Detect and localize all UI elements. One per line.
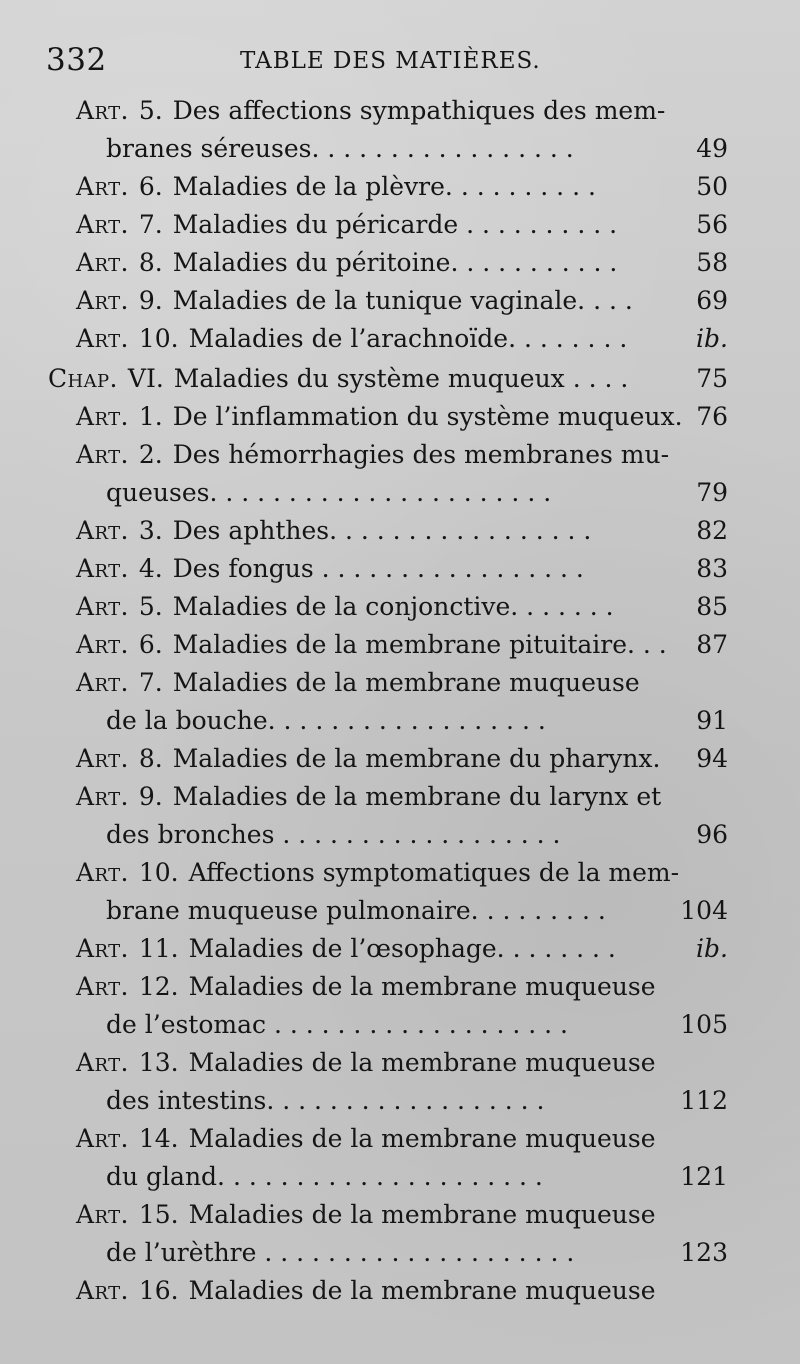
toc-line xyxy=(76,664,720,702)
entry-number: 7. xyxy=(138,210,163,239)
entry-label: Art. xyxy=(76,1048,129,1077)
toc-line xyxy=(76,854,720,892)
entry-text: Maladies de la membrane muqueuse xyxy=(172,668,640,697)
toc-line xyxy=(76,168,720,206)
entry-page-number: 96 xyxy=(696,820,728,849)
toc-line xyxy=(76,550,720,588)
entry-text: Maladies de l’arachnoïde. . . . . . . . xyxy=(188,324,628,353)
entry-text: Des aphthes. . . . . . . . . . . . . . . . . xyxy=(172,516,592,545)
toc-line xyxy=(76,1272,720,1310)
entry-number: 8. xyxy=(138,248,163,277)
entry-number: 1. xyxy=(138,402,163,431)
toc-line xyxy=(76,968,720,1006)
toc-line xyxy=(48,360,720,398)
toc-line xyxy=(106,1082,720,1120)
entry-number: 8. xyxy=(138,744,163,773)
entry-page-number: 69 xyxy=(696,286,728,315)
entry-label: Art. xyxy=(76,858,129,887)
toc-line xyxy=(76,740,720,778)
entry-page-number: 75 xyxy=(696,364,728,393)
entry-text: Maladies de la membrane muqueuse xyxy=(188,1124,656,1153)
entry-text: de l’urèthre . . . . . . . . . . . . . . . . . . . . xyxy=(106,1238,575,1267)
entry-text: Affections symptomatiques de la mem- xyxy=(188,858,680,887)
toc-line xyxy=(106,702,720,740)
entry-page-number: 104 xyxy=(680,896,728,925)
entry-text: Maladies de la membrane pituitaire. . . xyxy=(172,630,667,659)
entry-text: Maladies de la tunique vaginale. . . . xyxy=(172,286,633,315)
entry-text: Maladies de la plèvre. . . . . . . . . . xyxy=(172,172,596,201)
entry-page-number: 49 xyxy=(696,134,728,163)
entry-text: Des hémorrhagies des membranes mu- xyxy=(172,440,670,469)
entry-page-number: 79 xyxy=(696,478,728,507)
entry-text: Maladies de la membrane muqueuse xyxy=(188,1276,656,1305)
toc-line xyxy=(76,398,720,436)
page-header xyxy=(0,34,800,84)
toc-line xyxy=(76,244,720,282)
entry-label: Art. xyxy=(76,1276,129,1305)
page-number: 332 xyxy=(46,42,107,78)
toc-line xyxy=(106,892,720,930)
entry-text: Maladies de la membrane du pharynx. xyxy=(172,744,661,773)
entry-label: Art. xyxy=(76,440,129,469)
entry-number: 2. xyxy=(138,440,163,469)
entry-label: Art. xyxy=(76,668,129,697)
entry-page-number: 83 xyxy=(696,554,728,583)
toc-line xyxy=(106,1158,720,1196)
toc-line xyxy=(76,626,720,664)
toc-line xyxy=(76,930,720,968)
entry-number: 7. xyxy=(138,668,163,697)
entry-page-number: 50 xyxy=(696,172,728,201)
toc-line xyxy=(76,436,720,474)
entry-label: Art. xyxy=(76,516,129,545)
entry-page-number: 58 xyxy=(696,248,728,277)
entry-text: Maladies de la conjonctive. . . . . . . xyxy=(172,592,614,621)
entry-number: 5. xyxy=(138,592,163,621)
toc-line xyxy=(106,474,720,512)
entry-label: Art. xyxy=(76,744,129,773)
entry-text: Maladies du péritoine. . . . . . . . . . . xyxy=(172,248,618,277)
entry-number: VI. xyxy=(127,364,164,393)
entry-page-number: ib. xyxy=(696,324,728,353)
entry-number: 14. xyxy=(138,1124,179,1153)
entry-text: des intestins. . . . . . . . . . . . . . . . . . xyxy=(106,1086,545,1115)
entry-text: Des affections sympathiques des mem- xyxy=(172,96,666,125)
entry-text: Maladies du péricarde . . . . . . . . . . xyxy=(172,210,618,239)
toc-line xyxy=(76,206,720,244)
toc-line xyxy=(76,320,720,358)
entry-label: Art. xyxy=(76,972,129,1001)
entry-label: Art. xyxy=(76,286,129,315)
entry-text: queuses. . . . . . . . . . . . . . . . . . . . . . xyxy=(106,478,552,507)
entry-label: Art. xyxy=(76,248,129,277)
entry-page-number: 105 xyxy=(680,1010,728,1039)
entry-text: brane muqueuse pulmonaire. . . . . . . . . xyxy=(106,896,606,925)
entry-label: Art. xyxy=(76,96,129,125)
entry-text: Maladies de la membrane muqueuse xyxy=(188,972,656,1001)
toc-line xyxy=(106,130,720,168)
entry-page-number: 91 xyxy=(696,706,728,735)
entry-text: Maladies de la membrane du larynx et xyxy=(172,782,662,811)
entry-label: Art. xyxy=(76,324,129,353)
entry-page-number: 121 xyxy=(680,1162,728,1191)
entry-number: 12. xyxy=(138,972,179,1001)
entry-number: 16. xyxy=(138,1276,179,1305)
entry-text: de l’estomac . . . . . . . . . . . . . . . . . . . xyxy=(106,1010,568,1039)
toc-line xyxy=(76,282,720,320)
entry-number: 10. xyxy=(138,858,179,887)
toc-line xyxy=(76,1196,720,1234)
entry-label: Art. xyxy=(76,1124,129,1153)
entry-text: de la bouche. . . . . . . . . . . . . . . . . . xyxy=(106,706,546,735)
entry-page-number: 123 xyxy=(680,1238,728,1267)
entry-label: Art. xyxy=(76,210,129,239)
entry-text: branes séreuses. . . . . . . . . . . . . . . . . xyxy=(106,134,574,163)
entry-text: De l’inflammation du système muqueux. xyxy=(172,402,683,431)
entry-number: 5. xyxy=(138,96,163,125)
toc-line xyxy=(106,816,720,854)
toc-line xyxy=(76,92,720,130)
entry-label: Art. xyxy=(76,402,129,431)
entry-label: Art. xyxy=(76,630,129,659)
entry-number: 6. xyxy=(138,172,163,201)
entry-page-number: 112 xyxy=(680,1086,728,1115)
toc-line xyxy=(76,512,720,550)
entry-label: Chap. xyxy=(48,364,118,393)
entry-page-number: 94 xyxy=(696,744,728,773)
entry-page-number: 82 xyxy=(696,516,728,545)
toc-line xyxy=(76,588,720,626)
toc-line xyxy=(106,1006,720,1044)
entry-number: 9. xyxy=(138,286,163,315)
toc-line xyxy=(76,1044,720,1082)
entry-text: Des fongus . . . . . . . . . . . . . . . . . xyxy=(172,554,584,583)
entry-label: Art. xyxy=(76,554,129,583)
entry-text: Maladies du système muqueux . . . . xyxy=(173,364,629,393)
entry-page-number: 87 xyxy=(696,630,728,659)
toc-line xyxy=(76,1120,720,1158)
entry-text: Maladies de la membrane muqueuse xyxy=(188,1200,656,1229)
entry-text: Maladies de la membrane muqueuse xyxy=(188,1048,656,1077)
entry-number: 6. xyxy=(138,630,163,659)
entry-label: Art. xyxy=(76,172,129,201)
entry-page-number: 85 xyxy=(696,592,728,621)
entry-number: 13. xyxy=(138,1048,179,1077)
entry-number: 4. xyxy=(138,554,163,583)
entry-number: 10. xyxy=(138,324,179,353)
entry-text: du gland. . . . . . . . . . . . . . . . . . . . . xyxy=(106,1162,543,1191)
entry-label: Art. xyxy=(76,934,129,963)
entry-text: des bronches . . . . . . . . . . . . . . . . . . xyxy=(106,820,561,849)
entry-label: Art. xyxy=(76,1200,129,1229)
running-title: TABLE DES MATIÈRES. xyxy=(240,48,541,74)
entry-label: Art. xyxy=(76,592,129,621)
entry-number: 3. xyxy=(138,516,163,545)
entry-page-number: ib. xyxy=(696,934,728,963)
toc-line xyxy=(76,778,720,816)
toc-line xyxy=(106,1234,720,1272)
entry-number: 15. xyxy=(138,1200,179,1229)
entry-page-number: 76 xyxy=(696,402,728,431)
entry-number: 11. xyxy=(138,934,179,963)
entry-text: Maladies de l’œsophage. . . . . . . . xyxy=(188,934,616,963)
entry-page-number: 56 xyxy=(696,210,728,239)
entry-number: 9. xyxy=(138,782,163,811)
entry-label: Art. xyxy=(76,782,129,811)
